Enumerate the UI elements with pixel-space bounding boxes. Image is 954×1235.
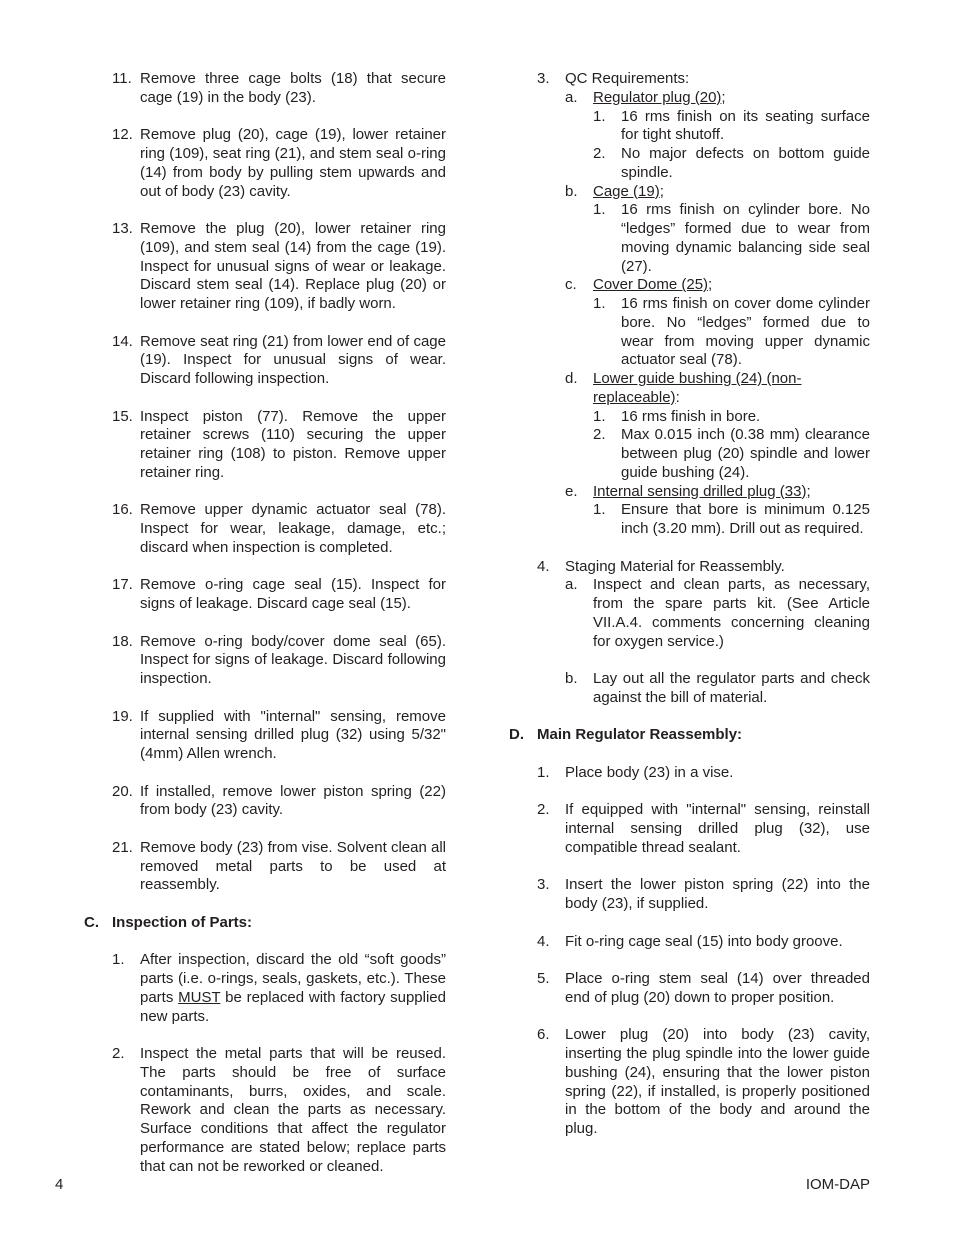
step-text: If equipped with "internal" sensing, reinstall internal sensing drilled plug (32), use compatible thread sealant.	[565, 801, 870, 856]
list-item	[84, 708, 446, 764]
section-c-heading	[84, 914, 446, 933]
list-item	[84, 501, 446, 557]
punct: ;	[659, 182, 664, 200]
step-number: 4.	[537, 932, 550, 950]
text-part: After inspection, discard the old “soft goods” parts (i.e. o-rings, seals, gaskets, etc.). These parts	[140, 951, 446, 1006]
step-number: 13.	[112, 220, 133, 237]
disassembly-steps	[84, 70, 446, 895]
criterion-text: 16 rms finish on cover dome cylinder bore. No “ledges” formed due to wear from moving upper dynamic actuator seal (78).	[621, 295, 870, 369]
step-number: 2.	[112, 1045, 125, 1062]
punct: ;	[708, 276, 713, 294]
left-column	[84, 70, 446, 1195]
part-name: Cage (19)	[593, 182, 660, 200]
step-number: 20.	[112, 782, 133, 800]
qc-criterion	[509, 108, 870, 146]
criterion-number: 1.	[593, 407, 606, 425]
qc-criterion	[509, 201, 870, 276]
part-name: Regulator plug (20)	[593, 88, 722, 106]
qc-subitem	[509, 276, 870, 295]
qc-subitem	[509, 89, 870, 108]
qc-criterion	[509, 426, 870, 482]
step-text: Remove upper dynamic actuator seal (78). Inspect for wear, leakage, damage, etc.; discard when inspection is completed.	[140, 501, 446, 556]
sub-letter: d.	[565, 370, 578, 387]
sub-text: Inspect and clean parts, as necessary, from the spare parts kit. (See Article VII.A.4. comments concerning cleaning for oxygen service.)	[593, 576, 870, 650]
step-number: 2.	[537, 801, 550, 819]
qc-criterion	[509, 145, 870, 183]
list-item	[84, 1045, 446, 1176]
step-text: Insert the lower piston spring (22) into the body (23), if supplied.	[565, 876, 870, 912]
criterion-text: 16 rms finish on cylinder bore. No “ledges” formed due to wear from moving dynamic balancing side seal (27).	[621, 201, 870, 275]
part-name: Internal sensing drilled plug (33)	[593, 482, 807, 500]
criterion-text: 16 rms finish on its seating surface for tight shutoff.	[621, 107, 870, 144]
step-number: 15.	[112, 407, 133, 425]
step-text: Remove o-ring body/cover dome seal (65). Inspect for signs of leakage. Discard following inspection.	[140, 632, 446, 687]
criterion-number: 1.	[593, 107, 606, 125]
sub-letter: a.	[565, 88, 578, 106]
criterion-text: 16 rms finish in bore.	[621, 407, 761, 425]
section-title: Inspection of Parts:	[112, 913, 253, 931]
sub-letter: b.	[565, 670, 578, 687]
section-letter: C.	[84, 913, 99, 931]
list-item	[84, 70, 446, 108]
emphasis-must: MUST	[178, 988, 221, 1006]
step-number: 21.	[112, 838, 133, 856]
criterion-text: Ensure that bore is minimum 0.125 inch (3.20 mm). Drill out as required.	[621, 501, 870, 537]
step-text: Remove plug (20), cage (19), lower retainer ring (109), seat ring (21), and stem seal o-ring (14) from body by pulling stem upwards and out of body (23) cavity.	[140, 126, 446, 200]
step-number: 6.	[537, 1026, 550, 1044]
criterion-text: Max 0.015 inch (0.38 mm) clearance between plug (20) spindle and lower guide bushing (24).	[621, 426, 870, 481]
qc-requirements	[509, 70, 870, 539]
sub-letter: a.	[565, 576, 578, 594]
list-item	[509, 764, 870, 783]
step-text: Inspect the metal parts that will be reused. The parts should be free of surface contaminants, burrs, oxides, and scale. Rework and clean the parts as necessary. Surface conditions that affect the regulator performance are stated below; replace parts that can not be reworked or cleaned.	[140, 1045, 446, 1175]
qc-criterion	[509, 408, 870, 427]
step-number: 11.	[112, 70, 132, 87]
punct: :	[675, 388, 680, 406]
step-number: 17.	[112, 576, 133, 594]
list-item	[84, 408, 446, 483]
reassembly-steps	[509, 764, 870, 1139]
step-text: Remove body (23) from vise. Solvent clean all removed metal parts to be used at reassembly.	[140, 838, 446, 894]
criterion-text: No major defects on bottom guide spindle.	[621, 145, 870, 181]
criterion-number: 2.	[593, 426, 606, 444]
qc-subitem	[509, 370, 870, 408]
step-number: 5.	[537, 970, 550, 987]
sub-letter: c.	[565, 276, 577, 294]
list-item	[84, 576, 446, 614]
list-item	[84, 783, 446, 821]
step-text: Remove the plug (20), lower retainer ring (109), and stem seal (14) from the cage (19). Inspect for unusual signs of wear or leakage. Discard stem seal (14). Replace plug (20) or lower retainer ring (109), if badly worn.	[140, 220, 446, 312]
section-letter: D.	[509, 726, 524, 744]
list-item	[509, 876, 870, 914]
list-item	[84, 333, 446, 389]
right-column	[509, 70, 870, 1158]
criterion-number: 1.	[593, 295, 606, 312]
document-code: IOM-DAP	[805, 1176, 870, 1193]
sub-letter: b.	[565, 182, 578, 200]
step-text	[84, 951, 446, 1026]
part-name: Lower guide bushing (24) (non-replaceable)	[593, 370, 802, 406]
list-item	[84, 126, 446, 201]
qc-subitem	[509, 183, 870, 202]
step-number: 1.	[112, 951, 125, 969]
part-name: Cover Dome (25)	[593, 276, 709, 294]
step-text: Remove three cage bolts (18) that secure cage (19) in the body (23).	[140, 70, 446, 106]
qc-subitem	[509, 483, 870, 502]
step-number: 14.	[112, 332, 133, 350]
step-text: Remove o-ring cage seal (15). Inspect for signs of leakage. Discard cage seal (15).	[140, 576, 446, 612]
criterion-number: 1.	[593, 201, 606, 219]
section-d-heading	[509, 726, 870, 745]
step-text: Lower plug (20) into body (23) cavity, inserting the plug spindle into the lower guide bushing (24), ensuring that the lower piston spring (22), if installed, is properly positioned in the bottom of the body and around the plug.	[565, 1026, 870, 1137]
list-item	[509, 933, 870, 952]
step-text: Inspect piston (77). Remove the upper retainer screws (110) securing the upper retainer ring (108) to piston. Remove upper retainer ring.	[140, 407, 446, 481]
step-text: If supplied with "internal" sensing, remove internal sensing drilled plug (32) using 5/32" (4mm) Allen wrench.	[140, 707, 446, 762]
list-item	[509, 70, 870, 89]
list-item	[84, 951, 446, 1026]
list-item	[509, 558, 870, 577]
list-item	[84, 633, 446, 689]
step-number: 3.	[537, 70, 550, 87]
step-number: 1.	[537, 763, 550, 781]
section-title: Main Regulator Reassembly:	[537, 726, 743, 744]
step-text: Staging Material for Reassembly.	[565, 557, 785, 575]
staging-subitem	[509, 670, 870, 708]
step-text: Place body (23) in a vise.	[565, 763, 734, 781]
punct: ;	[721, 88, 726, 106]
step-text: Fit o-ring cage seal (15) into body groove.	[565, 932, 843, 950]
step-text: Remove seat ring (21) from lower end of cage (19). Inspect for unusual signs of wear. Discard following inspection.	[140, 332, 446, 387]
list-item	[84, 839, 446, 895]
text-part: be replaced with factory supplied new parts.	[140, 988, 446, 1025]
step-number: 19.	[112, 707, 133, 725]
qc-criterion	[509, 501, 870, 539]
step-number: 4.	[537, 557, 550, 575]
sub-letter: e.	[565, 482, 578, 500]
punct: ;	[806, 482, 811, 500]
list-item	[509, 1026, 870, 1139]
page-number: 4	[55, 1176, 64, 1193]
criterion-number: 1.	[593, 501, 606, 519]
step-number: 3.	[537, 876, 550, 894]
step-text: If installed, remove lower piston spring (22) from body (23) cavity.	[140, 782, 446, 819]
qc-criterion	[509, 295, 870, 370]
step-number: 16.	[112, 501, 133, 519]
criterion-number: 2.	[593, 145, 606, 162]
step-text: Place o-ring stem seal (14) over threaded end of plug (20) down to proper position.	[565, 970, 870, 1006]
staging-subitem	[509, 576, 870, 651]
sub-text: Lay out all the regulator parts and check against the bill of material.	[593, 670, 870, 706]
step-number: 18.	[112, 632, 133, 650]
step-text: QC Requirements:	[565, 70, 690, 87]
list-item	[509, 801, 870, 857]
step-number: 12.	[112, 126, 133, 144]
list-item	[509, 970, 870, 1008]
list-item	[84, 220, 446, 314]
